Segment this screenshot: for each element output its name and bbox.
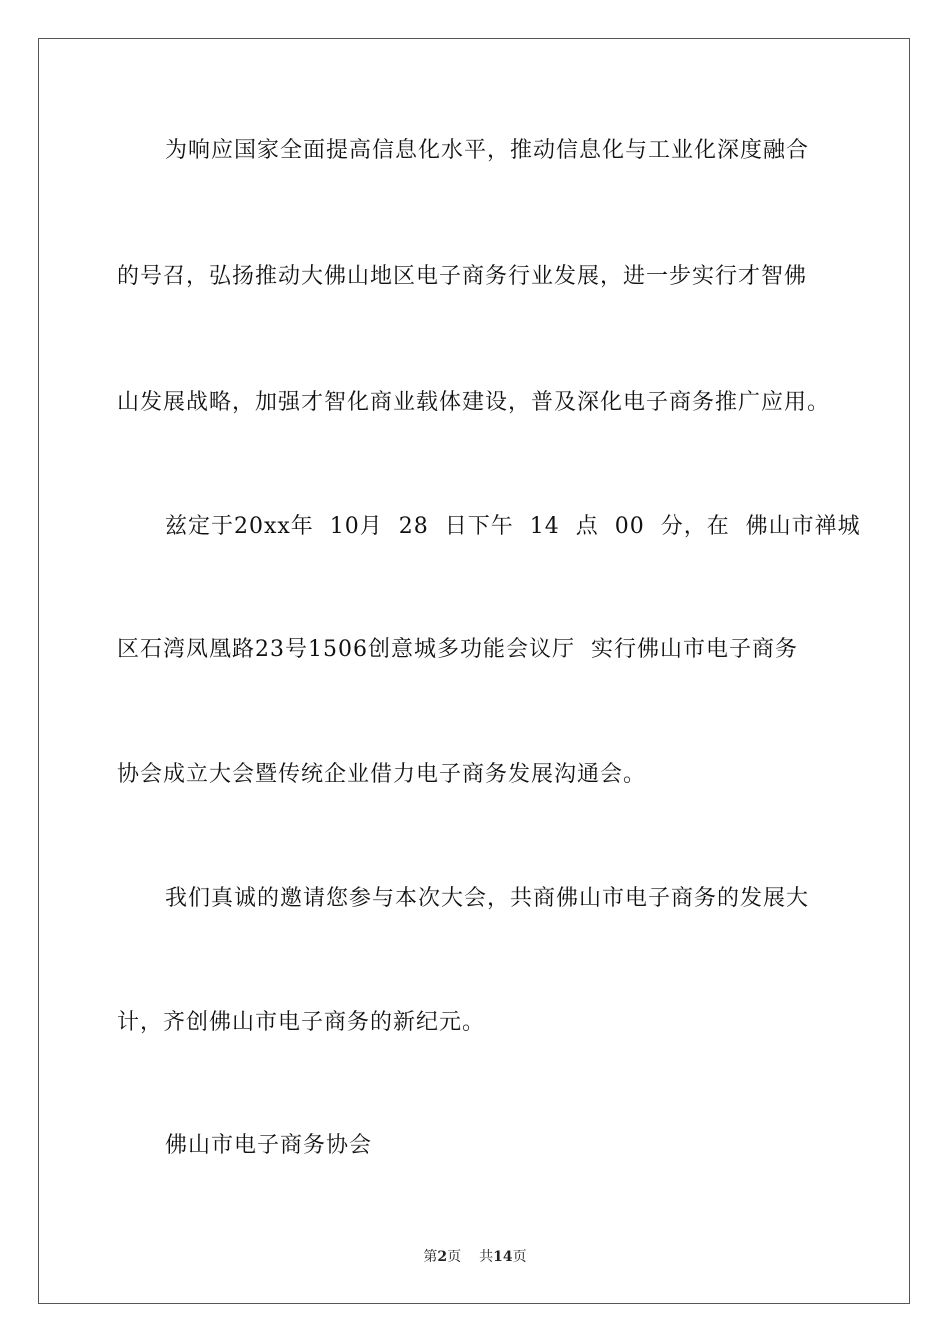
page-border — [38, 38, 910, 1304]
page-footer — [0, 1248, 950, 1266]
paragraph-2-line-3: 协会成立大会暨传统企业借力电子商务发展沟通会。 — [117, 762, 647, 787]
signature-organization: 佛山市电子商务协会 — [165, 1133, 373, 1158]
total-prefix: 共 — [479, 1249, 494, 1265]
total-suffix: 页 — [512, 1249, 527, 1265]
page-prefix: 第 — [423, 1249, 438, 1265]
paragraph-3-line-1: 我们真诚的邀请您参与本次大会，共商佛山市电子商务的发展大 — [165, 886, 810, 911]
page-number: 2 — [437, 1249, 448, 1265]
paragraph-1-line-3: 山发展战略，加强才智化商业载体建设，普及深化电子商务推广应用。 — [117, 390, 831, 415]
paragraph-2-line-2: 区石湾凤凰路23号1506创意城多功能会议厅 实行佛山市电子商务 — [117, 637, 798, 662]
paragraph-1-line-2: 的号召，弘扬推动大佛山地区电子商务行业发展，进一步实行才智佛 — [117, 264, 808, 289]
total-pages: 14 — [493, 1249, 513, 1265]
paragraph-2-line-1: 兹定于20xx年 10月 28 日下午 14 点 00 分，在 佛山市禅城 — [165, 514, 861, 539]
paragraph-3-line-2: 计，齐创佛山市电子商务的新纪元。 — [117, 1010, 486, 1035]
page-suffix: 页 — [447, 1249, 462, 1265]
paragraph-1-line-1: 为响应国家全面提高信息化水平，推动信息化与工业化深度融合 — [165, 138, 810, 163]
